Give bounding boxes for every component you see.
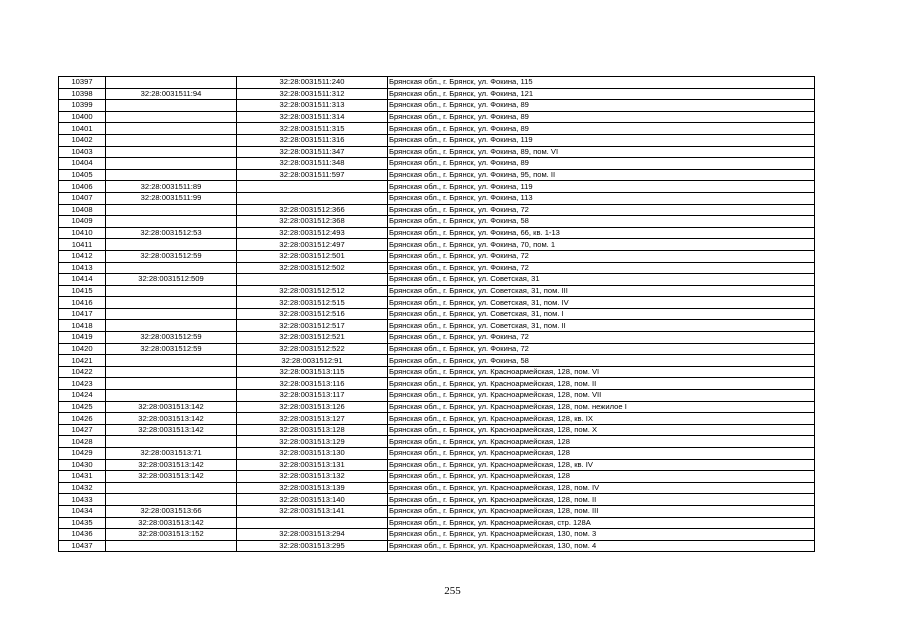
parcel-cadastral-cell: 32:28:0031513:66 [106, 505, 237, 517]
object-cadastral-cell: 32:28:0031513:129 [237, 436, 388, 448]
object-cadastral-cell: 32:28:0031513:126 [237, 401, 388, 413]
address-cell: Брянская обл., г. Брянск, ул. Фокина, 70, пом. 1 [388, 239, 815, 251]
row-number-cell: 10435 [59, 517, 106, 529]
address-cell: Брянская обл., г. Брянск, ул. Красноармейская, 128, кв. IV [388, 459, 815, 471]
table-row [59, 123, 815, 135]
object-cadastral-cell: 32:28:0031513:139 [237, 482, 388, 494]
object-cadastral-cell: 32:28:0031511:316 [237, 134, 388, 146]
address-cell: Брянская обл., г. Брянск, ул. Красноармейская, 128, пом. VII [388, 390, 815, 402]
object-cadastral-cell: 32:28:0031512:502 [237, 262, 388, 274]
row-number-cell: 10426 [59, 413, 106, 425]
object-cadastral-cell: 32:28:0031511:315 [237, 123, 388, 135]
address-cell: Брянская обл., г. Брянск, ул. Красноармейская, 128, пом. II [388, 378, 815, 390]
object-cadastral-cell: 32:28:0031513:115 [237, 366, 388, 378]
row-number-cell: 10437 [59, 540, 106, 552]
address-cell: Брянская обл., г. Брянск, ул. Советская, 31 [388, 274, 815, 286]
row-number-cell: 10404 [59, 158, 106, 170]
object-cadastral-cell: 32:28:0031512:521 [237, 332, 388, 344]
parcel-cadastral-cell [106, 378, 237, 390]
parcel-cadastral-cell [106, 111, 237, 123]
row-number-cell: 10427 [59, 424, 106, 436]
table-row [59, 517, 815, 529]
parcel-cadastral-cell: 32:28:0031512:509 [106, 274, 237, 286]
address-cell: Брянская обл., г. Брянск, ул. Фокина, 89 [388, 100, 815, 112]
object-cadastral-cell: 32:28:0031511:313 [237, 100, 388, 112]
row-number-cell: 10419 [59, 332, 106, 344]
parcel-cadastral-cell: 32:28:0031513:152 [106, 529, 237, 541]
table-row [59, 378, 815, 390]
row-number-cell: 10432 [59, 482, 106, 494]
table-row [59, 262, 815, 274]
address-cell: Брянская обл., г. Брянск, ул. Советская, 31, пом. II [388, 320, 815, 332]
row-number-cell: 10429 [59, 448, 106, 460]
address-cell: Брянская обл., г. Брянск, ул. Фокина, 72 [388, 250, 815, 262]
row-number-cell: 10421 [59, 355, 106, 367]
row-number-cell: 10406 [59, 181, 106, 193]
table-row [59, 540, 815, 552]
address-cell: Брянская обл., г. Брянск, ул. Фокина, 58 [388, 355, 815, 367]
row-number-cell: 10398 [59, 88, 106, 100]
row-number-cell: 10436 [59, 529, 106, 541]
table-row [59, 401, 815, 413]
row-number-cell: 10416 [59, 297, 106, 309]
address-cell: Брянская обл., г. Брянск, ул. Советская, 31, пом. IV [388, 297, 815, 309]
parcel-cadastral-cell: 32:28:0031513:71 [106, 448, 237, 460]
parcel-cadastral-cell [106, 146, 237, 158]
row-number-cell: 10412 [59, 250, 106, 262]
address-cell: Брянская обл., г. Брянск, ул. Красноармейская, стр. 128А [388, 517, 815, 529]
address-cell: Брянская обл., г. Брянск, ул. Красноармейская, 128, пом. IV [388, 482, 815, 494]
object-cadastral-cell: 32:28:0031512:497 [237, 239, 388, 251]
parcel-cadastral-cell [106, 482, 237, 494]
row-number-cell: 10428 [59, 436, 106, 448]
address-cell: Брянская обл., г. Брянск, ул. Советская, 31, пом. I [388, 308, 815, 320]
parcel-cadastral-cell [106, 355, 237, 367]
row-number-cell: 10423 [59, 378, 106, 390]
object-cadastral-cell: 32:28:0031513:116 [237, 378, 388, 390]
table-row [59, 216, 815, 228]
row-number-cell: 10415 [59, 285, 106, 297]
object-cadastral-cell [237, 192, 388, 204]
table-row [59, 413, 815, 425]
object-cadastral-cell: 32:28:0031513:295 [237, 540, 388, 552]
row-number-cell: 10405 [59, 169, 106, 181]
object-cadastral-cell: 32:28:0031511:597 [237, 169, 388, 181]
address-cell: Брянская обл., г. Брянск, ул. Фокина, 89, пом. VI [388, 146, 815, 158]
object-cadastral-cell: 32:28:0031512:366 [237, 204, 388, 216]
object-cadastral-cell: 32:28:0031511:348 [237, 158, 388, 170]
parcel-cadastral-cell: 32:28:0031513:142 [106, 459, 237, 471]
object-cadastral-cell: 32:28:0031511:240 [237, 77, 388, 89]
parcel-cadastral-cell [106, 158, 237, 170]
address-cell: Брянская обл., г. Брянск, ул. Фокина, 119 [388, 134, 815, 146]
address-cell: Брянская обл., г. Брянск, ул. Фокина, 72 [388, 204, 815, 216]
parcel-cadastral-cell [106, 77, 237, 89]
address-cell: Брянская обл., г. Брянск, ул. Красноармейская, 130, пом. 4 [388, 540, 815, 552]
object-cadastral-cell: 32:28:0031513:117 [237, 390, 388, 402]
address-cell: Брянская обл., г. Брянск, ул. Фокина, 95, пом. II [388, 169, 815, 181]
table-row [59, 158, 815, 170]
object-cadastral-cell: 32:28:0031511:314 [237, 111, 388, 123]
object-cadastral-cell: 32:28:0031512:91 [237, 355, 388, 367]
parcel-cadastral-cell [106, 308, 237, 320]
object-cadastral-cell [237, 517, 388, 529]
row-number-cell: 10403 [59, 146, 106, 158]
row-number-cell: 10400 [59, 111, 106, 123]
table-row [59, 343, 815, 355]
parcel-cadastral-cell: 32:28:0031513:142 [106, 471, 237, 483]
address-cell: Брянская обл., г. Брянск, ул. Красноармейская, 128 [388, 471, 815, 483]
parcel-cadastral-cell [106, 297, 237, 309]
parcel-cadastral-cell: 32:28:0031512:59 [106, 343, 237, 355]
parcel-cadastral-cell: 32:28:0031511:89 [106, 181, 237, 193]
parcel-cadastral-cell: 32:28:0031511:94 [106, 88, 237, 100]
address-cell: Брянская обл., г. Брянск, ул. Фокина, 66, кв. 1-13 [388, 227, 815, 239]
table-row [59, 274, 815, 286]
object-cadastral-cell: 32:28:0031512:515 [237, 297, 388, 309]
table-row [59, 320, 815, 332]
table-row [59, 77, 815, 89]
table-row [59, 146, 815, 158]
row-number-cell: 10424 [59, 390, 106, 402]
table-row [59, 448, 815, 460]
row-number-cell: 10413 [59, 262, 106, 274]
table-row [59, 366, 815, 378]
parcel-cadastral-cell [106, 204, 237, 216]
table-row [59, 204, 815, 216]
table-row [59, 181, 815, 193]
object-cadastral-cell: 32:28:0031513:141 [237, 505, 388, 517]
row-number-cell: 10409 [59, 216, 106, 228]
row-number-cell: 10401 [59, 123, 106, 135]
parcel-cadastral-cell [106, 100, 237, 112]
object-cadastral-cell: 32:28:0031513:128 [237, 424, 388, 436]
address-cell: Брянская обл., г. Брянск, ул. Красноармейская, 128 [388, 436, 815, 448]
address-cell: Брянская обл., г. Брянск, ул. Фокина, 58 [388, 216, 815, 228]
row-number-cell: 10431 [59, 471, 106, 483]
table-row [59, 308, 815, 320]
object-cadastral-cell: 32:28:0031512:516 [237, 308, 388, 320]
address-cell: Брянская обл., г. Брянск, ул. Фокина, 119 [388, 181, 815, 193]
row-number-cell: 10410 [59, 227, 106, 239]
object-cadastral-cell: 32:28:0031511:312 [237, 88, 388, 100]
table-row [59, 285, 815, 297]
object-cadastral-cell: 32:28:0031513:130 [237, 448, 388, 460]
parcel-cadastral-cell [106, 540, 237, 552]
table-row [59, 332, 815, 344]
table-row [59, 169, 815, 181]
object-cadastral-cell: 32:28:0031512:517 [237, 320, 388, 332]
parcel-cadastral-cell [106, 169, 237, 181]
registry-table [58, 76, 815, 552]
row-number-cell: 10402 [59, 134, 106, 146]
object-cadastral-cell: 32:28:0031512:493 [237, 227, 388, 239]
object-cadastral-cell [237, 181, 388, 193]
address-cell: Брянская обл., г. Брянск, ул. Фокина, 115 [388, 77, 815, 89]
table-row [59, 192, 815, 204]
address-cell: Брянская обл., г. Брянск, ул. Советская, 31, пом. III [388, 285, 815, 297]
parcel-cadastral-cell: 32:28:0031512:53 [106, 227, 237, 239]
table-row [59, 390, 815, 402]
table-row [59, 250, 815, 262]
address-cell: Брянская обл., г. Брянск, ул. Фокина, 72 [388, 343, 815, 355]
parcel-cadastral-cell [106, 239, 237, 251]
address-cell: Брянская обл., г. Брянск, ул. Фокина, 89 [388, 111, 815, 123]
object-cadastral-cell: 32:28:0031512:522 [237, 343, 388, 355]
address-cell: Брянская обл., г. Брянск, ул. Красноармейская, 128, пом. III [388, 505, 815, 517]
parcel-cadastral-cell: 32:28:0031513:142 [106, 424, 237, 436]
table-row [59, 505, 815, 517]
row-number-cell: 10397 [59, 77, 106, 89]
parcel-cadastral-cell: 32:28:0031512:59 [106, 250, 237, 262]
parcel-cadastral-cell [106, 134, 237, 146]
table-row [59, 494, 815, 506]
address-cell: Брянская обл., г. Брянск, ул. Фокина, 121 [388, 88, 815, 100]
table-row [59, 239, 815, 251]
object-cadastral-cell: 32:28:0031512:501 [237, 250, 388, 262]
table-row [59, 297, 815, 309]
row-number-cell: 10408 [59, 204, 106, 216]
row-number-cell: 10420 [59, 343, 106, 355]
object-cadastral-cell: 32:28:0031513:294 [237, 529, 388, 541]
table-row [59, 424, 815, 436]
address-cell: Брянская обл., г. Брянск, ул. Фокина, 89 [388, 158, 815, 170]
object-cadastral-cell: 32:28:0031513:132 [237, 471, 388, 483]
parcel-cadastral-cell [106, 262, 237, 274]
row-number-cell: 10430 [59, 459, 106, 471]
row-number-cell: 10422 [59, 366, 106, 378]
row-number-cell: 10425 [59, 401, 106, 413]
parcel-cadastral-cell [106, 390, 237, 402]
address-cell: Брянская обл., г. Брянск, ул. Красноармейская, 130, пом. 3 [388, 529, 815, 541]
row-number-cell: 10414 [59, 274, 106, 286]
row-number-cell: 10433 [59, 494, 106, 506]
row-number-cell: 10407 [59, 192, 106, 204]
row-number-cell: 10399 [59, 100, 106, 112]
object-cadastral-cell: 32:28:0031511:347 [237, 146, 388, 158]
table-row [59, 529, 815, 541]
address-cell: Брянская обл., г. Брянск, ул. Фокина, 89 [388, 123, 815, 135]
registry-table-body [59, 77, 815, 552]
address-cell: Брянская обл., г. Брянск, ул. Красноармейская, 128, пом. нежилое I [388, 401, 815, 413]
row-number-cell: 10417 [59, 308, 106, 320]
parcel-cadastral-cell [106, 366, 237, 378]
parcel-cadastral-cell: 32:28:0031513:142 [106, 517, 237, 529]
table-row [59, 111, 815, 123]
parcel-cadastral-cell: 32:28:0031513:142 [106, 413, 237, 425]
row-number-cell: 10434 [59, 505, 106, 517]
parcel-cadastral-cell: 32:28:0031513:142 [106, 401, 237, 413]
table-row [59, 482, 815, 494]
address-cell: Брянская обл., г. Брянск, ул. Красноармейская, 128, кв. IX [388, 413, 815, 425]
address-cell: Брянская обл., г. Брянск, ул. Красноармейская, 128, пом. X [388, 424, 815, 436]
object-cadastral-cell: 32:28:0031512:368 [237, 216, 388, 228]
parcel-cadastral-cell [106, 285, 237, 297]
address-cell: Брянская обл., г. Брянск, ул. Фокина, 72 [388, 332, 815, 344]
table-row [59, 100, 815, 112]
parcel-cadastral-cell [106, 216, 237, 228]
parcel-cadastral-cell: 32:28:0031512:59 [106, 332, 237, 344]
row-number-cell: 10418 [59, 320, 106, 332]
page-number: 255 [444, 585, 461, 597]
address-cell: Брянская обл., г. Брянск, ул. Красноармейская, 128, пом. VI [388, 366, 815, 378]
table-row [59, 88, 815, 100]
table-row [59, 471, 815, 483]
table-row [59, 355, 815, 367]
parcel-cadastral-cell [106, 123, 237, 135]
row-number-cell: 10411 [59, 239, 106, 251]
address-cell: Брянская обл., г. Брянск, ул. Красноармейская, 128 [388, 448, 815, 460]
address-cell: Брянская обл., г. Брянск, ул. Фокина, 113 [388, 192, 815, 204]
object-cadastral-cell: 32:28:0031513:127 [237, 413, 388, 425]
parcel-cadastral-cell: 32:28:0031511:99 [106, 192, 237, 204]
table-row [59, 227, 815, 239]
object-cadastral-cell: 32:28:0031512:512 [237, 285, 388, 297]
object-cadastral-cell: 32:28:0031513:140 [237, 494, 388, 506]
object-cadastral-cell: 32:28:0031513:131 [237, 459, 388, 471]
parcel-cadastral-cell [106, 494, 237, 506]
table-row [59, 436, 815, 448]
object-cadastral-cell [237, 274, 388, 286]
parcel-cadastral-cell [106, 436, 237, 448]
address-cell: Брянская обл., г. Брянск, ул. Фокина, 72 [388, 262, 815, 274]
table-row [59, 459, 815, 471]
table-row [59, 134, 815, 146]
address-cell: Брянская обл., г. Брянск, ул. Красноармейская, 128, пом. II [388, 494, 815, 506]
parcel-cadastral-cell [106, 320, 237, 332]
